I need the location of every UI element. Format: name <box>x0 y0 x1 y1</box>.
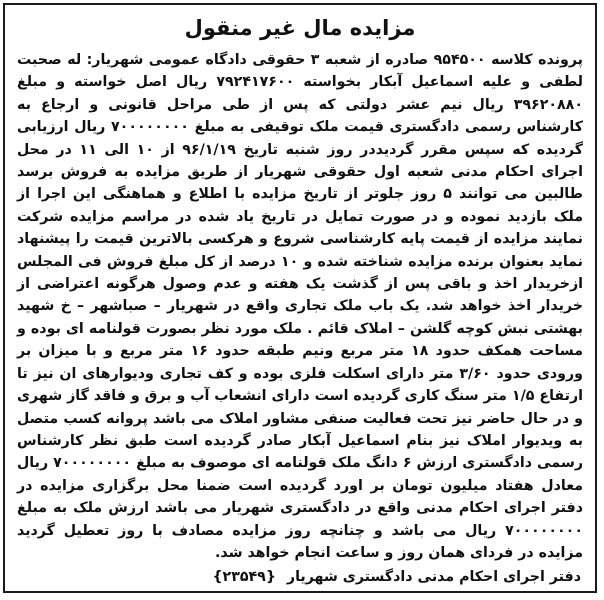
auction-notice <box>3 3 597 593</box>
notice-footer <box>5 564 595 588</box>
notice-body-text: پرونده کلاسه ۹۵۴۵۰۰ صادره از شعبه ۳ حقوقی دادگاه عمومی شهریار: له صحبت لطفی و علیه اسماعیل آبکار بخواسته ۷۹۲۴۱۷۶۰۰ ریال اصل خواسته و مبلغ ۳۹۶۲۰۸۸۰ ریال نیم عشر دولتی که پس از طی مراحل قانونی و ارجاع به کارشناس رسمی دادگستری قیمت ملک توقیفی به مبلغ ۷۰۰۰۰۰۰۰۰ ریال ارزیابی گردیده که سپس مقرر گردیددر روز شنبه تاریخ ۹۶/۱/۱۹ از ۱۰ الی ۱۱ در محل اجرای احکام مدنی شعبه اول حقوقی شهریار از طریق مزایده به فروش برسد طالبین می توانند ۵ روز جلوتر از تاریخ مزایده با اطلاع و هماهنگی این اجرا از ملک بازدید نموده و در صورت تمایل در تاریخ یاد شده در مراسم مزایده شرکت نمایند مزایده از قیمت پایه کارشناسی شروع و هرکسی بالاترین قیمت را پیشنهاد نماید بعنوان برنده مزایده شناخته شده و ۱۰ درصد از کل مبلغ فروش فی المجلس ازخریدار اخذ و باقی پس از گذشت یک هفته و عدم وصول هرگونه اعتراضی از خریدار اخذ خواهد شد. یک باب ملک تجاری واقع در شهریار – صباشهر – خ شهید بهشتی نبش کوچه گلشن – املاک قائم . ملک مورد نظر بصورت قولنامه ای بوده و مساحت همکف حدود ۱۸ متر مربع ونیم طبقه حدود ۱۶ متر مربع و با میزان بر ورودی حدود ۳/۶۰ متر دارای اسکلت فلزی بوده و کف تجاری ودیوارهای ان نیز تا ارتفاع ۱/۵ متر سنگ کاری گردیده است دارای انشعاب آب و برق و فاقد گاز شهری و در حال حاضر نیز تحت فعالیت صنفی مشاور املاک می باشد پروانه کسب متصل به ویدیوار املاک نیز بنام اسماعیل آبکار صادر گردیده است طبق نظر کارشناس رسمی دادگستری ارزش ۶ دانگ ملک قولنامه ای موصوف به مبلغ ۷۰۰۰۰۰۰۰۰ ریال معادل هفتاد میلیون تومان بر اورد گردیده است ضمنا محل برگزاری مزایده در دفتر اجرای احکام مدنی واقع در دادگستری شهریار می باشد ارزش ملک به مبلغ ۷۰۰۰۰۰۰۰۰ ریال می باشد و چنانچه روز مزایده مصادف با روز تعطیل گردید مزایده در فردای همان روز و ساعت انجام خواهد شد. <box>17 52 584 561</box>
notice-body <box>5 49 595 564</box>
notice-reference-code: {۲۳۵۴۹} <box>212 569 276 586</box>
footer-office-name: دفتر اجرای احکام مدنی دادگستری شهریار <box>286 569 581 586</box>
notice-title: مزایده مال غیر منقول <box>184 16 416 40</box>
